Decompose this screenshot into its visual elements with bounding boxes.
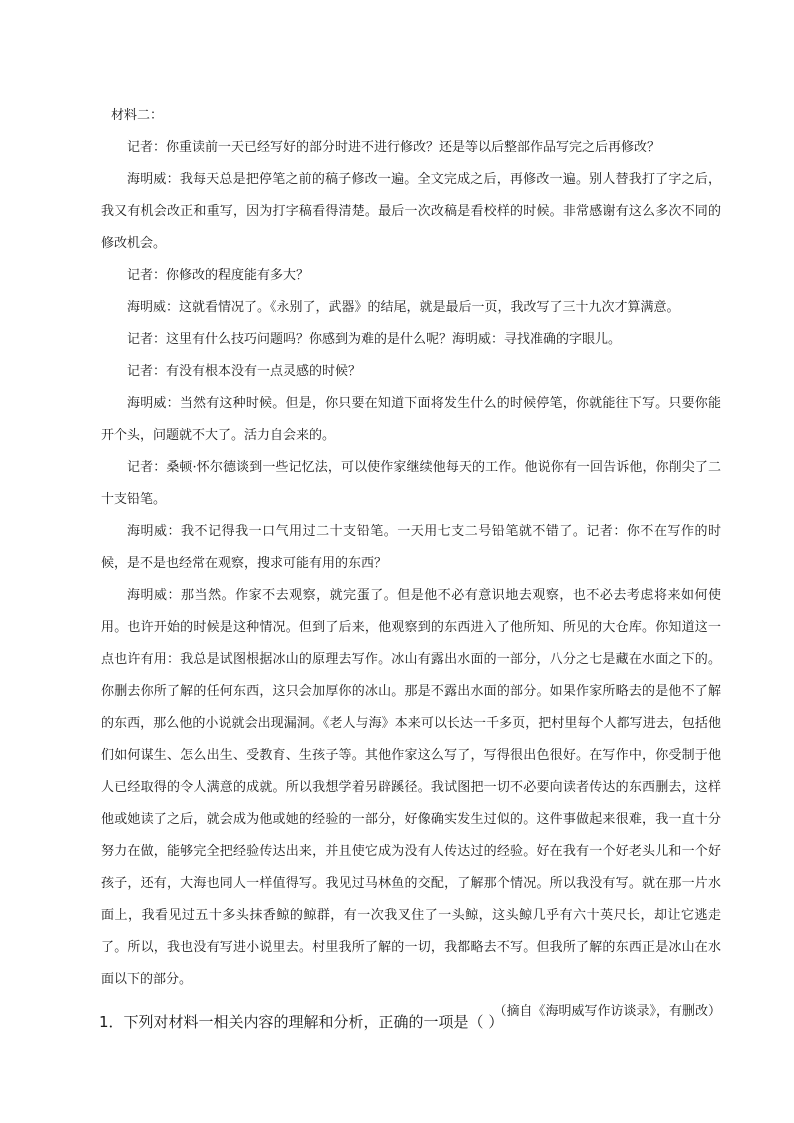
question-1: 1．下列对材料一相关内容的理解和分析，正确的一项是（ ）: [99, 1013, 504, 1031]
paragraph-9: 海明威：我不记得我一口气用过二十支铅笔。一天用七支二号铅笔就不错了。记者：你不在写作的时候，是不是也经常在观察，搜求可能有用的东西？: [101, 524, 721, 571]
paragraph-4: 海明威：这就看情况了。《永别了，武器》的结尾，就是最后一页，我改写了三十九次才算满意。: [127, 300, 680, 315]
paragraph-6: 记者：有没有根本没有一点灵感的时候？: [127, 364, 362, 379]
paragraph-10: 海明威：那当然。作家不去观察，就完蛋了。但是他不必有意识地去观察，也不必去考虑将来如何使用。也许开始的时候是这种情况。但到了后来，他观察到的东西进入了他所知、所见的大仓库。你知道这一点也许有用：我总是试图根据冰山的原理去写作。冰山有露出水面的一部分，八分之七是藏在水面之下的。你删去你所了解的任何东西，这只会加厚你的冰山。那是不露出水面的部分。如果作家所略去的是他不了解的东西，那么他的小说就会出现漏洞。《老人与海》本来可以长达一千多页，把村里每个人都写进去，包括他们如何谋生、怎么出生、受教育、生孩子等。其他作家这么写了，写得很出色很好。在写作中，你受制于他人已经取得的令人满意的成就。所以我想学着另辟蹊径。我试图把一切不必要向读者传达的东西删去，这样他或她读了之后，就会成为他或她的经验的一部分，好像确实发生过似的。这件事做起来很难，我一直十分努力在做，能够完全把经验传达出来，并且使它成为没有人传达过的经验。好在我有一个好老头儿和一个好孩子，还有，大海也同人一样值得写。我见过马林鱼的交配，了解那个情况。所以我没有写。就在那一片水面上，我看见过五十多头抹香鲸的鲸群，有一次我叉住了一头鲸，这头鲸几乎有六十英尺长，却让它逃走了。所以，我也没有写进小说里去。村里我所了解的一切，我都略去不写。但我所了解的东西正是冰山在水面以下的部分。: [101, 588, 721, 987]
paragraph-1: 记者：你重读前一天已经写好的部分时进不进行修改？还是等以后整部作品写完之后再修改？: [127, 140, 661, 155]
section-heading: 材料二：: [111, 108, 164, 123]
paragraph-3: 记者：你修改的程度能有多大？: [127, 268, 310, 283]
paragraph-8: 记者：桑顿·怀尔德谈到一些记忆法，可以使作家继续他每天的工作。他说你有一回告诉他，你削尖了二十支铅笔。: [101, 460, 721, 507]
paragraph-5: 记者：这里有什么技巧问题吗？你感到为难的是什么呢？海明威：寻找准确的字眼儿。: [127, 332, 622, 347]
document-page: [99, 100, 721, 1031]
paragraph-7: 海明威：当然有这种时候。但是，你只要在知道下面将发生什么的时候停笔，你就能往下写。只要你能开个头，问题就不大了。活力自会来的。: [101, 396, 721, 443]
source-citation: （摘自《海明威写作访谈录》，有删改）: [493, 1004, 721, 1019]
paragraph-2: 海明威：我每天总是把停笔之前的稿子修改一遍。全文完成之后，再修改一遍。别人替我打了字之后，我又有机会改正和重写，因为打字稿看得清楚。最后一次改稿是看校样的时候。非常感谢有这么多次不同的修改机会。: [101, 172, 721, 251]
